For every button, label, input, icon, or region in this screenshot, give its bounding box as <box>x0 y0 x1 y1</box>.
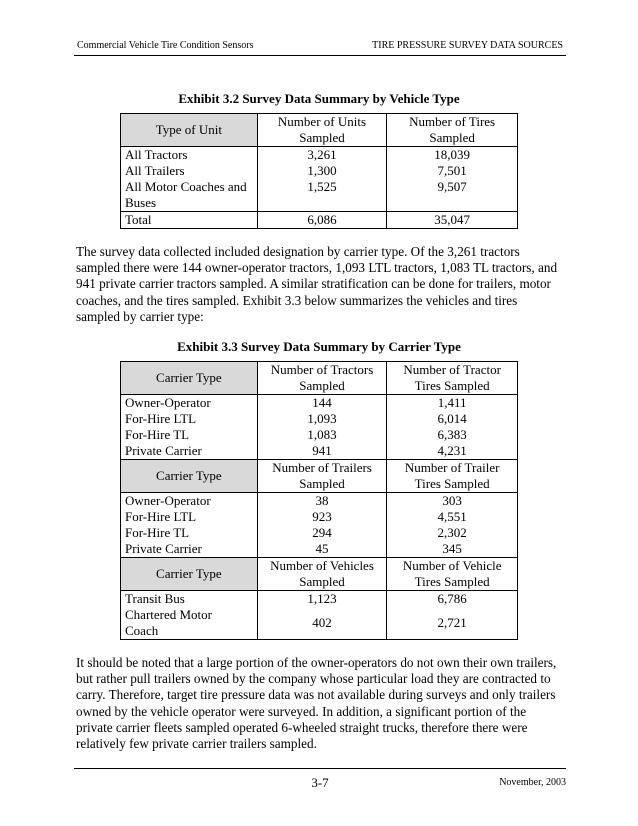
body-paragraph-2: It should be noted that a large portion of the owner-operators do not own their own trailers, but rather pull trailers owned by the company whose particular load they are contracted to carry. Therefore, target tire pressure data was not available during surveys and only trailers owned by the vehicle operator were surveyed. In addition, a significant portion of the private carrier fleets sampled operated 6-wheeled straight trucks, therefore there were relatively few private carrier trailers sampled. <box>76 655 557 752</box>
cell-carrier: For-Hire LTL <box>121 411 258 427</box>
table-row <box>121 443 518 460</box>
table-row <box>121 509 518 525</box>
exhibit-3-2-table <box>120 113 518 229</box>
table-header-row <box>121 362 518 395</box>
cell-units: 1,525 <box>257 179 387 212</box>
table-row <box>121 607 518 640</box>
cell-count: 45 <box>257 541 387 558</box>
cell-carrier: Private Carrier <box>121 541 258 558</box>
table-row <box>121 427 518 443</box>
cell-carrier: Private Carrier <box>121 443 258 460</box>
cell-count: 941 <box>257 443 387 460</box>
cell-tires: 18,039 <box>387 147 518 164</box>
cell-count: 923 <box>257 509 387 525</box>
cell-carrier: For-Hire LTL <box>121 509 258 525</box>
cell-tires: 6,786 <box>387 591 518 608</box>
table-row <box>121 493 518 510</box>
col-header-carrier-type: Carrier Type <box>121 558 258 591</box>
cell-carrier: For-Hire TL <box>121 525 258 541</box>
table-row <box>121 147 518 164</box>
table-row <box>121 411 518 427</box>
col-header-vehicle-tires-sampled: Number of Vehicle Tires Sampled <box>387 558 518 591</box>
footer-rule <box>74 768 566 769</box>
exhibit-3-2-caption: Exhibit 3.2 Survey Data Summary by Vehicle Type <box>178 91 460 106</box>
col-header-carrier-type: Carrier Type <box>121 460 258 493</box>
cell-tires: 345 <box>387 541 518 558</box>
table-row <box>121 591 518 608</box>
col-header-units-sampled: Number of Units Sampled <box>257 114 387 147</box>
page-number: 3-7 <box>311 775 329 790</box>
header-right-title: TIRE PRESSURE SURVEY DATA SOURCES <box>372 40 563 51</box>
body-paragraph-1: The survey data collected included designation by carrier type. Of the 3,261 tractors sampled there were 144 owner-operator tractors, 1,093 LTL tractors, 1,083 TL tractors, and 941 private carrier tractors sampled. A similar stratification can be done for trailers, motor coaches, and the tires sampled. Exhibit 3.3 below summarizes the vehicles and tires sampled by carrier type: <box>76 244 558 324</box>
cell-count: 144 <box>257 395 387 412</box>
table-header-row <box>121 558 518 591</box>
cell-tires: 6,383 <box>387 427 518 443</box>
cell-count: 1,123 <box>257 591 387 608</box>
cell-count: 294 <box>257 525 387 541</box>
col-header-trailer-tires-sampled: Number of Trailer Tires Sampled <box>387 460 518 493</box>
exhibit-3-3-table <box>120 361 518 640</box>
table-row <box>121 163 518 179</box>
col-header-type-of-unit: Type of Unit <box>121 114 258 147</box>
cell-tires: 2,302 <box>387 525 518 541</box>
cell-carrier: For-Hire TL <box>121 427 258 443</box>
cell-type: All Trailers <box>121 163 258 179</box>
cell-carrier: Owner-Operator <box>121 395 258 412</box>
header-left-title: Commercial Vehicle Tire Condition Sensors <box>77 40 254 51</box>
table-header-row <box>121 114 518 147</box>
page-footer <box>74 775 566 791</box>
cell-total-units: 6,086 <box>257 212 387 229</box>
table-row <box>121 395 518 412</box>
cell-count: 38 <box>257 493 387 510</box>
cell-tires: 4,551 <box>387 509 518 525</box>
table-total-row <box>121 212 518 229</box>
cell-tires: 6,014 <box>387 411 518 427</box>
col-header-tires-sampled: Number of Tires Sampled <box>387 114 518 147</box>
exhibit-3-3-caption: Exhibit 3.3 Survey Data Summary by Carrier Type <box>177 339 461 354</box>
table-header-row <box>121 460 518 493</box>
col-header-tractors-sampled: Number of Tractors Sampled <box>257 362 387 395</box>
cell-count: 402 <box>257 607 387 640</box>
col-header-vehicles-sampled: Number of Vehicles Sampled <box>257 558 387 591</box>
cell-units: 3,261 <box>257 147 387 164</box>
cell-units: 1,300 <box>257 163 387 179</box>
cell-tires: 7,501 <box>387 163 518 179</box>
cell-tires: 2,721 <box>387 607 518 640</box>
table-row <box>121 525 518 541</box>
cell-tires: 1,411 <box>387 395 518 412</box>
col-header-trailers-sampled: Number of Trailers Sampled <box>257 460 387 493</box>
table-row <box>121 179 518 212</box>
cell-type: All Motor Coaches and Buses <box>121 179 258 212</box>
cell-count: 1,083 <box>257 427 387 443</box>
cell-tires: 303 <box>387 493 518 510</box>
cell-total-label: Total <box>121 212 258 229</box>
cell-carrier: Owner-Operator <box>121 493 258 510</box>
cell-type: All Tractors <box>121 147 258 164</box>
cell-carrier: Transit Bus <box>121 591 258 608</box>
cell-carrier: Chartered Motor Coach <box>121 607 258 640</box>
page-header <box>77 40 563 54</box>
footer-date: November, 2003 <box>499 777 566 788</box>
cell-tires: 4,231 <box>387 443 518 460</box>
table-row <box>121 541 518 558</box>
col-header-carrier-type: Carrier Type <box>121 362 258 395</box>
cell-count: 1,093 <box>257 411 387 427</box>
cell-total-tires: 35,047 <box>387 212 518 229</box>
cell-tires: 9,507 <box>387 179 518 212</box>
header-rule <box>74 55 566 56</box>
col-header-tractor-tires-sampled: Number of Tractor Tires Sampled <box>387 362 518 395</box>
